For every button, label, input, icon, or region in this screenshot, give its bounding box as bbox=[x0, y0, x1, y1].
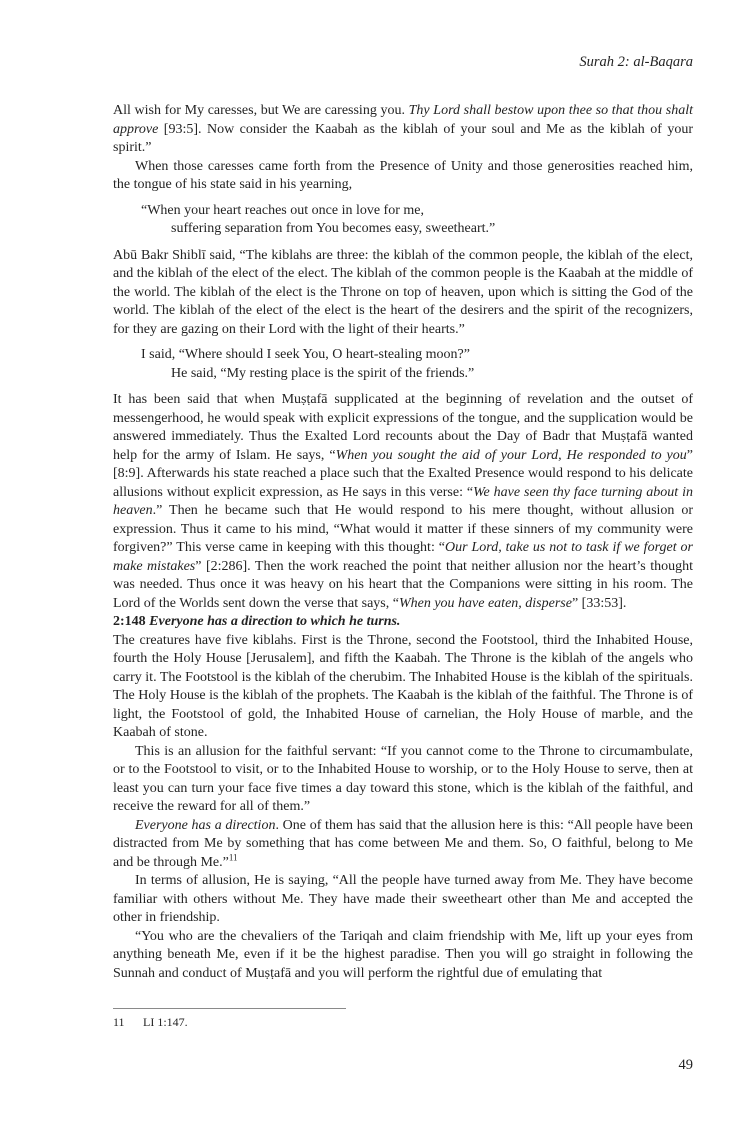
text-segment: Everyone has a direction bbox=[135, 817, 276, 833]
text-segment: Abū Bakr Shiblī said, “The kiblahs are three: the kiblah of the common people, the kiblah of the elect, and the kiblah of the elect of the elect. The kiblah of the common people is the Kaabah at the middle of the world. The kiblah of the elect is the Throne on top of heaven, upon which is sitting the God of the world. The kiblah of the elect of the elect is the heart of the desirers and the spirit of the recognizers, for they are gazing on their Lord with the light of their hearts.” bbox=[113, 247, 693, 337]
footnote bbox=[113, 1015, 692, 1030]
text-segment: When you have eaten, disperse bbox=[398, 595, 572, 611]
verse-line: He said, “My resting place is the spirit of the friends.” bbox=[171, 365, 475, 381]
footnote-reference: 11 bbox=[228, 851, 238, 862]
text-segment: ” [33:53]. bbox=[571, 595, 627, 611]
text-segment: ” [8:9]. Afterwards his state reached a place such that the Exalted Presence would respond to his delicate allusions without explicit expression, as He says in this verse: “ bbox=[113, 447, 693, 500]
text-segment: When you sought the aid of your Lord, He responded to you bbox=[335, 447, 687, 463]
paragraph bbox=[113, 872, 693, 928]
text-block bbox=[113, 102, 693, 983]
text-segment: When those caresses came forth from the Presence of Unity and those generosities reached him, the tongue of his state said in his yearning, bbox=[113, 158, 693, 192]
verse-line: “When your heart reaches out once in love for me, bbox=[141, 202, 424, 218]
text-segment: “You who are the chevaliers of the Tariqah and claim friendship with Me, lift up your eyes from anything beneath Me, even if it be the highest paradise. Then you will go straight in following the Sunnah and conduct of Muṣṭafā and you will perform the rightful due of emulating that bbox=[113, 928, 693, 981]
footnote-text: LI 1:147. bbox=[143, 1015, 188, 1029]
text-segment: All wish for My caresses, but We are caressing you. bbox=[113, 103, 409, 118]
page-number: 49 bbox=[678, 1057, 693, 1073]
text-segment: This is an allusion for the faithful servant: “If you cannot come to the Throne to circumambulate, or to the Footstool to visit, or to the Inhabited House to worship, or to the Holy House to serve, then at least you can turn your face five times a day toward this stone, which is the kiblah of the faithful, and receive the reward for all of them.” bbox=[113, 743, 693, 814]
paragraph bbox=[113, 743, 693, 817]
text-segment: . One of them has said that the allusion here is this: “All people have been distracted from Me by something that has come between Me and them. So, O faithful, belong to Me and be through Me.” bbox=[113, 817, 693, 870]
verse-couplet bbox=[141, 202, 693, 239]
paragraph bbox=[113, 102, 693, 158]
paragraph bbox=[113, 391, 693, 613]
section-heading bbox=[113, 613, 693, 632]
paragraph bbox=[113, 817, 693, 873]
text-segment: It has been said that when Muṣṭafā supplicated at the beginning of revelation and the outset of messengerhood, he would speak with explicit expressions of the tongue, and the supplication would be answered immediately. Thus the Exalted Lord recounts about the Day of Badr that Muṣṭafā wanted help for the army of Islam. He says, “ bbox=[113, 392, 693, 463]
footnote-rule bbox=[113, 1008, 346, 1009]
text-segment: 2:148 bbox=[113, 614, 150, 629]
text-segment: ” [2:286]. Then the work reached the point that neither allusion nor the heart’s thought was needed. Thus once it was heavy on his heart that the Companions were sitting in his room. The Lord of the Worlds sent down the verse that says, “ bbox=[113, 558, 693, 611]
verse-couplet bbox=[141, 346, 693, 383]
paragraph bbox=[113, 158, 693, 195]
paragraph bbox=[113, 247, 693, 340]
paragraph bbox=[113, 928, 693, 984]
verse-line: I said, “Where should I seek You, O heart-stealing moon?” bbox=[141, 347, 470, 362]
text-segment: Everyone has a direction to which he turns. bbox=[149, 614, 401, 629]
paragraph bbox=[113, 632, 693, 743]
text-segment: The creatures have five kiblahs. First is the Throne, second the Footstool, third the Inhabited House, fourth the Holy House [Jerusalem], and fifth the Kaabah. The Throne is the kiblah of the angels who carry it. The Footstool is the kiblah of the cherubim. The Inhabited House is the kiblah of the spirituals. The Holy House is the kiblah of the prophets. The Kaabah is the kiblah of the faithful. The Throne is of light, the Footstool of gold, the Inhabited House of carnelian, the Holy House of marble, and the Kaabah of stone. bbox=[113, 632, 693, 740]
text-segment: [93:5]. Now consider the Kaabah as the kiblah of your soul and Me as the kiblah of your spirit.” bbox=[113, 121, 693, 155]
running-header: Surah 2: al-Baqara bbox=[579, 54, 693, 70]
text-segment: Thy Lord shall bestow upon thee so that thou shalt approve bbox=[113, 103, 693, 137]
text-segment: We have seen thy face turning about in heaven bbox=[113, 484, 693, 518]
text-segment: Our Lord, take us not to task if we forget or make mistakes bbox=[113, 540, 693, 574]
verse-line: suffering separation from You becomes easy, sweetheart.” bbox=[171, 221, 496, 236]
footnote-number: 11 bbox=[113, 1015, 125, 1029]
text-segment: .” Then he became such that He would respond to his mere thought, without allusion or expression. Thus it came to his mind, “What would it matter if these sinners of my community were forgiven?” This verse came in keeping with this thought: “ bbox=[113, 503, 693, 555]
text-segment: In terms of allusion, He is saying, “All the people have turned away from Me. They have become familiar with others without Me. They have made their sweetheart other than Me and accepted the other in friendship. bbox=[113, 873, 693, 925]
